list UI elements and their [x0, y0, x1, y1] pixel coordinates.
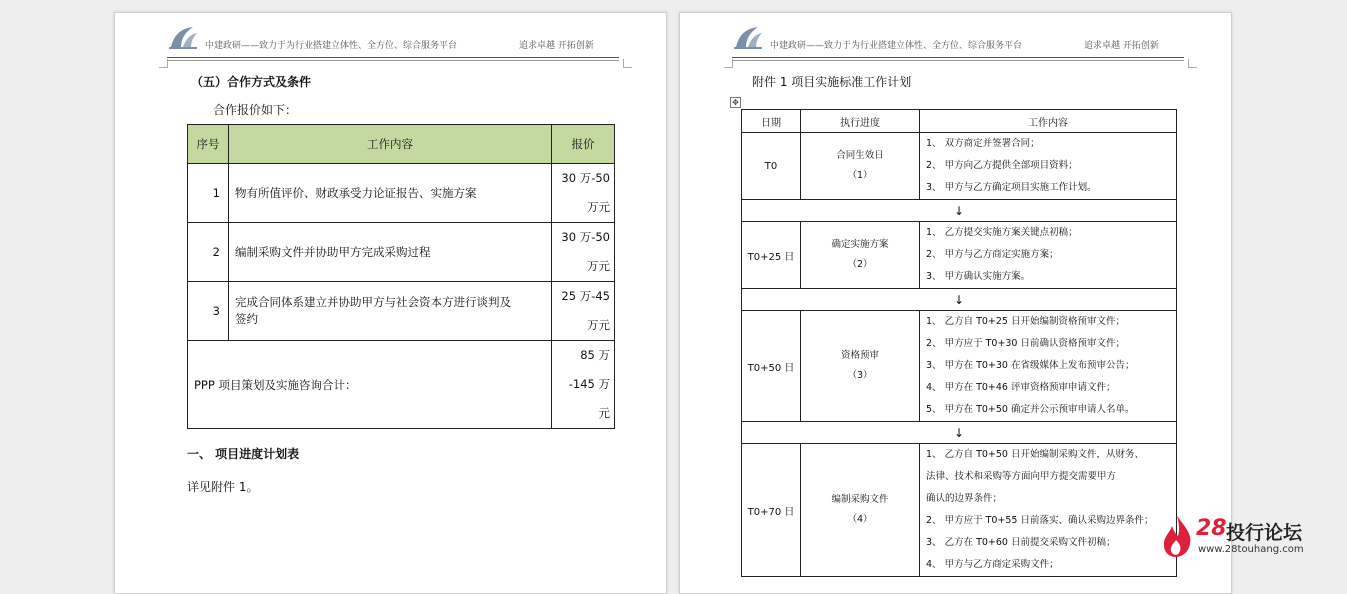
- table-row: [742, 311, 1177, 422]
- header-cell-work: 工作内容: [229, 125, 552, 164]
- work-item: 3、 甲方在 T0+30 在省级媒体上发布预审公告；: [926, 360, 1135, 371]
- page-header: [732, 21, 1192, 63]
- work-item: 3、 乙方在 T0+60 日前提交采购文件初稿；: [926, 537, 1116, 548]
- stage-items: [920, 222, 1177, 289]
- work-item: 2、 甲方与乙方商定实施方案；: [926, 249, 1059, 260]
- work-item: 3、 甲方确认实施方案。: [926, 271, 1031, 282]
- section-title: 一、 项目进度计划表: [187, 447, 300, 461]
- header-cell-day: 日期: [742, 110, 801, 133]
- work-item: 4、 甲方在 T0+46 评审资格预审申请文件；: [926, 382, 1116, 393]
- row-num: 3: [188, 282, 229, 341]
- work-item: 5、 甲方在 T0+50 确定并公示预审申请人名单。: [926, 404, 1135, 415]
- progress-line: 资格预审: [840, 350, 879, 361]
- table-header-row: [742, 110, 1177, 133]
- watermark-title: 投行论坛: [1226, 522, 1303, 544]
- work-item: 法律、技术和采购等方面向甲方提交需要甲方: [926, 471, 1117, 482]
- header-divider: [732, 60, 1184, 61]
- table-row: [188, 164, 615, 223]
- table-header-row: [188, 125, 615, 164]
- stage-day: T0+25 日: [742, 222, 801, 289]
- work-item: 2、 甲方向乙方提供全部项目资料；: [926, 160, 1078, 171]
- row-work: [229, 282, 552, 341]
- row-price: [552, 164, 615, 223]
- company-logo-icon: [732, 25, 764, 51]
- price-line: 30 万-50: [561, 230, 610, 244]
- header-cell-num: 序号: [188, 125, 229, 164]
- table-row: [188, 223, 615, 282]
- row-work: 物有所值评价、财政承受力论证报告、实施方案: [229, 164, 552, 223]
- section-title: （五）合作方式及条件: [191, 75, 312, 89]
- table-row: [742, 222, 1177, 289]
- price-line: 万元: [587, 259, 610, 273]
- page-header: [167, 21, 627, 63]
- total-row: [188, 341, 615, 429]
- progress-line: 确定实施方案: [831, 239, 889, 250]
- work-item: 1、 乙方自 T0+25 日开始编制资格预审文件；: [926, 316, 1125, 327]
- total-label: PPP 项目策划及实施咨询合计：: [188, 341, 552, 429]
- document-page-right: [679, 12, 1232, 594]
- work-item: 1、 双方商定并签署合同；: [926, 138, 1040, 149]
- stage-day: T0+50 日: [742, 311, 801, 422]
- row-num: 1: [188, 164, 229, 223]
- stage-progress: [801, 311, 920, 422]
- stage-day: T0+70 日: [742, 444, 801, 577]
- progress-line: （2）: [847, 259, 873, 270]
- arrow-row: [742, 422, 1177, 444]
- attachment-title: 附件 1 项目实施标准工作计划: [752, 75, 912, 89]
- down-arrow-icon: ↓: [742, 200, 1177, 222]
- work-item: 2、 甲方应于 T0+30 日前确认资格预审文件；: [926, 338, 1125, 349]
- header-motto: 追求卓越 开拓创新: [1084, 41, 1159, 51]
- header-org-text: 中建政研——致力于为行业搭建立体性、全方位、综合服务平台: [770, 41, 1023, 51]
- row-work: 编制采购文件并协助甲方完成采购过程: [229, 223, 552, 282]
- watermark-url: www.28touhang.com: [1198, 544, 1304, 555]
- site-watermark: [1158, 512, 1328, 562]
- stage-items: [920, 311, 1177, 422]
- progress-line: （4）: [847, 514, 873, 525]
- work-item: 1、 乙方自 T0+50 日开始编制采购文件，从财务、: [926, 449, 1144, 460]
- stage-progress: [801, 444, 920, 577]
- header-divider: [167, 60, 619, 61]
- flame-logo-icon: [1160, 514, 1194, 558]
- work-item: 2、 甲方应于 T0+55 日前落实、确认采购边界条件；: [926, 515, 1154, 526]
- plan-table: [741, 109, 1177, 577]
- work-line: 完成合同体系建立并协助甲方与社会资本方进行谈判及: [235, 295, 511, 309]
- row-price: [552, 223, 615, 282]
- row-price: [552, 282, 615, 341]
- stage-items: [920, 444, 1177, 577]
- section-body: 详见附件 1。: [187, 480, 259, 494]
- watermark-number: 28: [1196, 516, 1227, 541]
- table-row: [742, 133, 1177, 200]
- stage-progress: [801, 222, 920, 289]
- company-logo-icon: [167, 25, 199, 51]
- price-table: [187, 124, 615, 429]
- down-arrow-icon: ↓: [742, 289, 1177, 311]
- stage-day: T0: [742, 133, 801, 200]
- total-price: [552, 341, 615, 429]
- arrow-row: [742, 200, 1177, 222]
- table-move-handle-icon[interactable]: ✥: [730, 97, 741, 108]
- work-item: 3、 甲方与乙方确定项目实施工作计划。: [926, 182, 1097, 193]
- price-line: 元: [598, 406, 610, 420]
- stage-progress: [801, 133, 920, 200]
- progress-line: （3）: [847, 370, 873, 381]
- work-item: 1、 乙方提交实施方案关键点初稿；: [926, 227, 1078, 238]
- work-item: 确认的边界条件；: [926, 493, 1003, 504]
- stage-items: [920, 133, 1177, 200]
- price-line: 万元: [587, 318, 610, 332]
- quote-intro: 合作报价如下：: [213, 103, 298, 117]
- work-line: 签约: [235, 312, 258, 326]
- progress-line: 编制采购文件: [831, 494, 889, 505]
- progress-line: 合同生效日: [836, 150, 884, 161]
- price-line: 30 万-50: [561, 171, 610, 185]
- arrow-row: [742, 289, 1177, 311]
- row-num: 2: [188, 223, 229, 282]
- down-arrow-icon: ↓: [742, 422, 1177, 444]
- price-line: 25 万-45: [561, 289, 610, 303]
- price-line: 万元: [587, 200, 610, 214]
- table-row: [742, 444, 1177, 577]
- price-line: 85 万: [580, 348, 610, 362]
- header-motto: 追求卓越 开拓创新: [519, 41, 594, 51]
- work-item: 4、 甲方与乙方商定采购文件；: [926, 559, 1059, 570]
- header-cell-progress: 执行进度: [801, 110, 920, 133]
- progress-line: （1）: [847, 170, 873, 181]
- price-line: -145 万: [568, 377, 610, 391]
- header-cell-price: 报价: [552, 125, 615, 164]
- header-divider: [732, 57, 1184, 58]
- table-row: [188, 282, 615, 341]
- header-divider: [167, 57, 619, 58]
- header-cell-work: 工作内容: [920, 110, 1177, 133]
- header-org-text: 中建政研——致力于为行业搭建立体性、全方位、综合服务平台: [205, 41, 458, 51]
- document-page-left: [114, 12, 667, 594]
